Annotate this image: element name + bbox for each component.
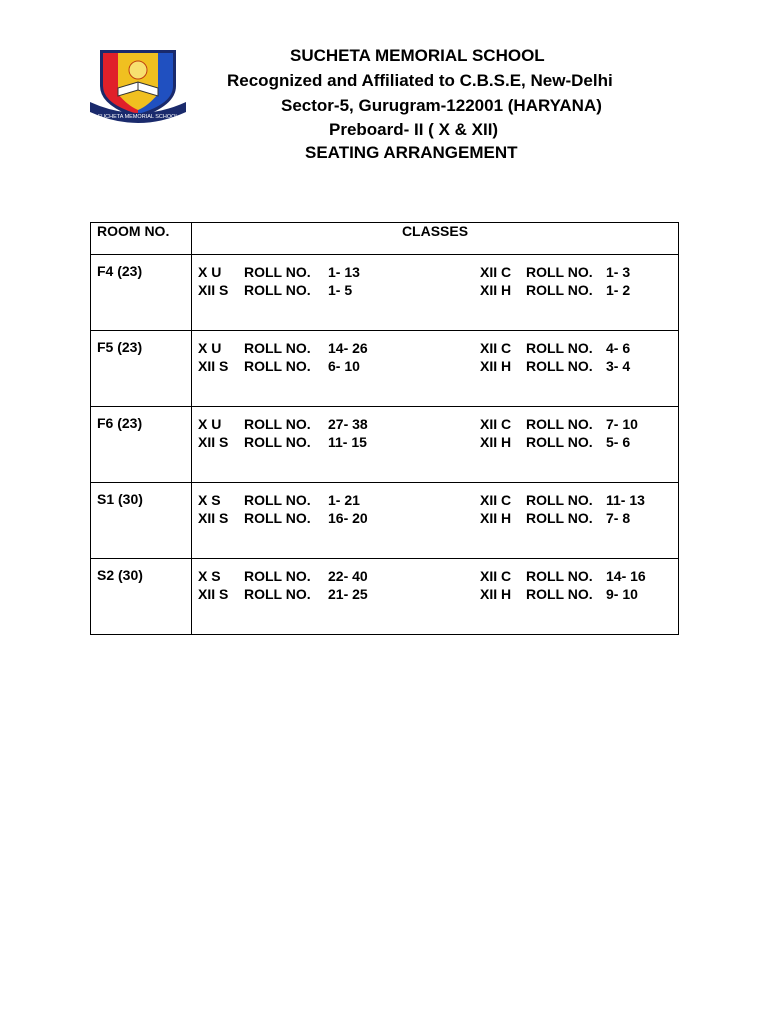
roll-range: 22- 40	[328, 568, 368, 584]
roll-range: 4- 6	[606, 340, 631, 356]
roll-label: ROLL NO.	[244, 510, 311, 526]
roll-range: 5- 6	[606, 434, 631, 450]
roll-range: 3- 4	[606, 358, 631, 374]
roll-label: ROLL NO.	[244, 340, 311, 356]
roll-label: ROLL NO.	[244, 416, 311, 432]
school-logo	[88, 44, 188, 126]
class-allocation	[192, 407, 679, 483]
roll-label: ROLL NO.	[244, 586, 311, 602]
roll-label: ROLL NO.	[526, 586, 593, 602]
roll-range: 1- 3	[606, 264, 631, 280]
roll-range: 9- 10	[606, 586, 638, 602]
school-address: Sector-5, Gurugram-122001 (HARYANA)	[281, 96, 602, 115]
roll-range: 14- 26	[328, 340, 368, 356]
class-section: X U	[198, 264, 222, 280]
logo-text: SUCHETA MEMORIAL SCHOOL	[97, 114, 179, 120]
roll-label: ROLL NO.	[526, 358, 593, 374]
roll-label: ROLL NO.	[526, 434, 593, 450]
class-allocation	[192, 559, 679, 635]
roll-range: 16- 20	[328, 510, 368, 526]
roll-range: 7- 8	[606, 510, 631, 526]
class-allocation	[192, 255, 679, 331]
class-section: XII S	[198, 434, 229, 450]
class-allocation	[192, 331, 679, 407]
room-number: S2 (30)	[91, 559, 192, 635]
room-number: F5 (23)	[91, 331, 192, 407]
document-title: SEATING ARRANGEMENT	[305, 143, 518, 162]
class-section: XII S	[198, 510, 229, 526]
table-row	[91, 483, 679, 559]
room-number: F6 (23)	[91, 407, 192, 483]
class-allocation	[192, 483, 679, 559]
roll-label: ROLL NO.	[244, 568, 311, 584]
seating-table	[90, 222, 679, 635]
class-section: XII H	[480, 282, 512, 298]
exam-name: Preboard- II ( X & XII)	[329, 120, 499, 139]
class-section: X U	[198, 416, 222, 432]
class-section: XII H	[480, 358, 512, 374]
roll-label: ROLL NO.	[244, 434, 311, 450]
roll-range: 1- 5	[328, 282, 353, 298]
class-section: XII C	[480, 492, 512, 508]
class-section: XII H	[480, 586, 512, 602]
class-section: XII S	[198, 282, 229, 298]
roll-label: ROLL NO.	[526, 568, 593, 584]
roll-label: ROLL NO.	[244, 492, 311, 508]
roll-label: ROLL NO.	[244, 264, 311, 280]
roll-range: 11- 13	[606, 492, 645, 508]
roll-range: 27- 38	[328, 416, 368, 432]
roll-range: 14- 16	[606, 568, 646, 584]
roll-label: ROLL NO.	[526, 282, 593, 298]
class-section: XII C	[480, 416, 512, 432]
roll-range: 1- 2	[606, 282, 631, 298]
roll-range: 1- 21	[328, 492, 360, 508]
school-affiliation: Recognized and Affiliated to C.B.S.E, New-Delhi	[227, 71, 613, 90]
roll-label: ROLL NO.	[526, 416, 593, 432]
roll-label: ROLL NO.	[526, 340, 593, 356]
class-section: X U	[198, 340, 222, 356]
table-row	[91, 331, 679, 407]
class-section: XII C	[480, 264, 512, 280]
roll-range: 6- 10	[328, 358, 360, 374]
roll-range: 11- 15	[328, 434, 367, 450]
table-header-row	[91, 223, 679, 255]
class-section: X S	[198, 492, 221, 508]
table-row	[91, 559, 679, 635]
class-section: XII S	[198, 358, 229, 374]
class-section: XII C	[480, 340, 512, 356]
roll-label: ROLL NO.	[526, 264, 593, 280]
roll-range: 7- 10	[606, 416, 638, 432]
class-section: XII H	[480, 510, 512, 526]
class-section: XII H	[480, 434, 512, 450]
class-section: XII C	[480, 568, 512, 584]
class-section: X S	[198, 568, 221, 584]
classes-header: CLASSES	[192, 223, 679, 255]
roll-range: 21- 25	[328, 586, 368, 602]
room-number: F4 (23)	[91, 255, 192, 331]
roll-range: 1- 13	[328, 264, 360, 280]
roll-label: ROLL NO.	[526, 510, 593, 526]
class-section: XII S	[198, 586, 229, 602]
room-number: S1 (30)	[91, 483, 192, 559]
school-name: SUCHETA MEMORIAL SCHOOL	[290, 46, 545, 65]
roll-label: ROLL NO.	[244, 358, 311, 374]
roll-label: ROLL NO.	[244, 282, 311, 298]
room-header: ROOM NO.	[91, 223, 192, 255]
table-row	[91, 407, 679, 483]
table-row	[91, 255, 679, 331]
roll-label: ROLL NO.	[526, 492, 593, 508]
